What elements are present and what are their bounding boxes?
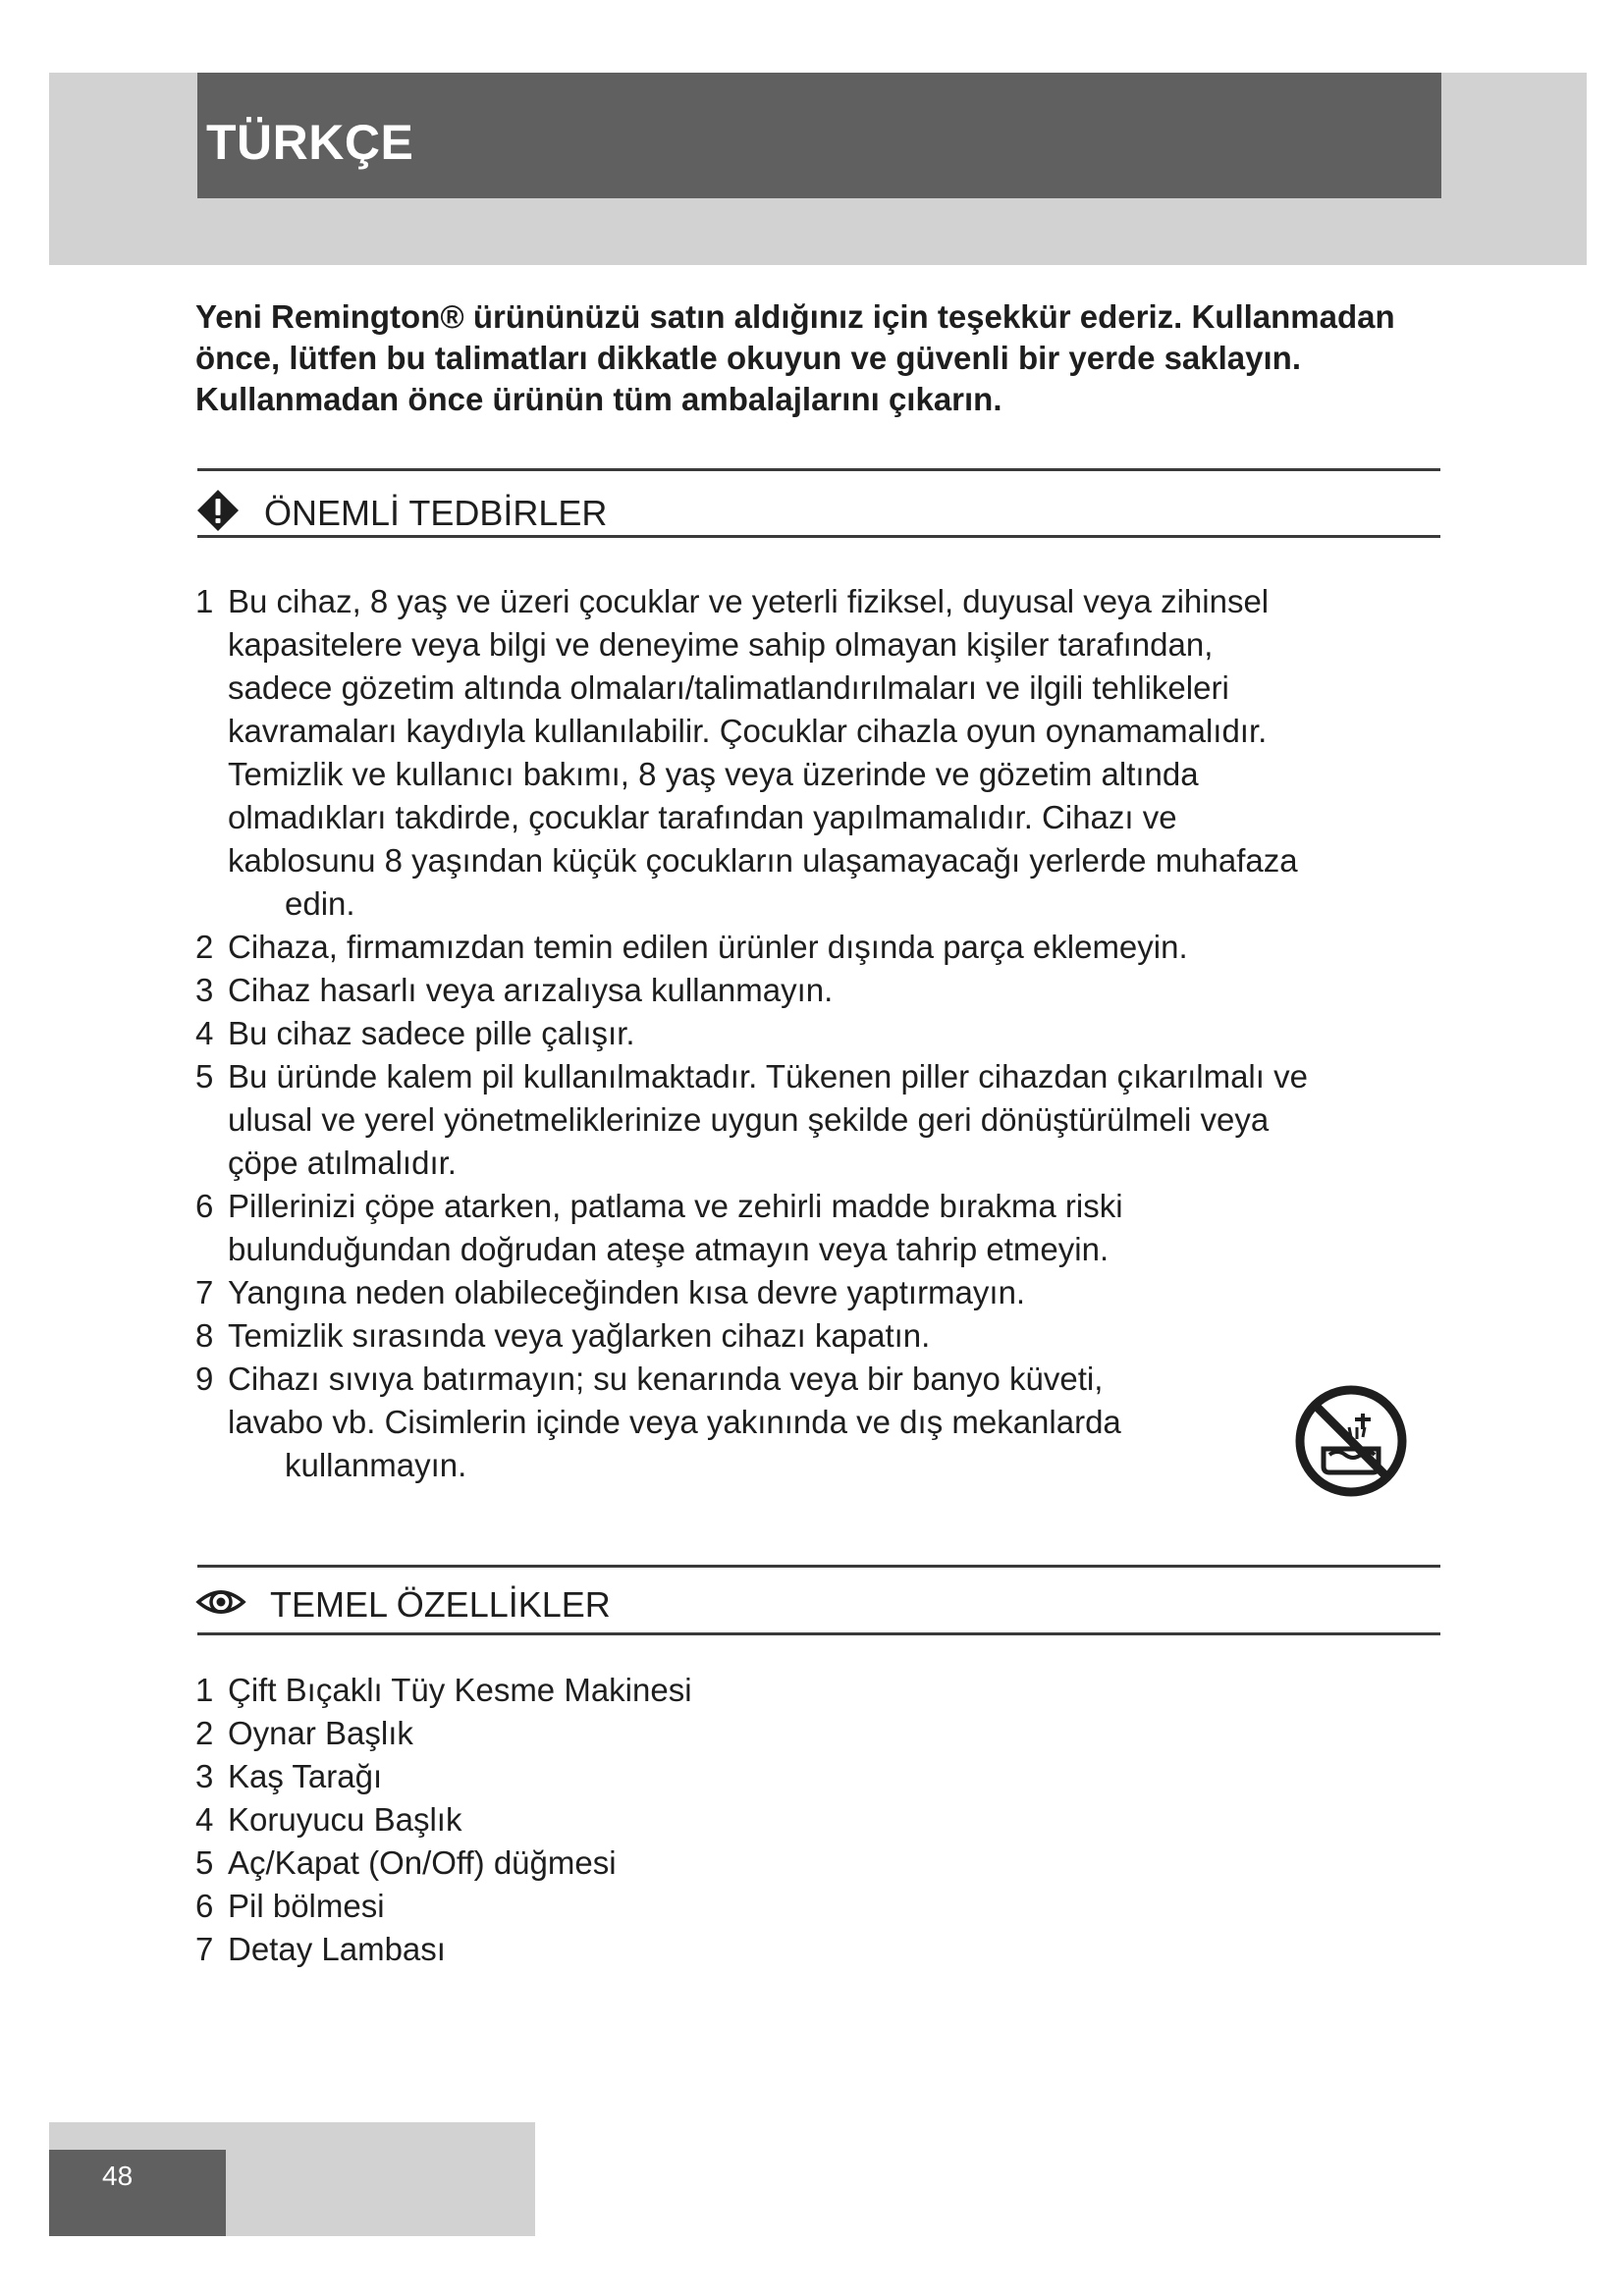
item-line: olmadıkları takdirde, çocuklar tarafından yapılmamalıdır. Cihazı ve [228,799,1177,835]
divider [197,535,1440,538]
warning-diamond-icon [195,488,241,539]
item-line: Pillerinizi çöpe atarken, patlama ve zehirli madde bırakma riski [228,1188,1123,1224]
page-title: TÜRKÇE [206,115,414,170]
feature-item-5 [195,1842,1442,1885]
safety-item-2 [195,926,1442,969]
item-number: 8 [195,1317,214,1354]
item-text: Kaş Tarağı [228,1758,383,1794]
item-number: 1 [195,1672,214,1708]
safety-item-5 [195,1055,1442,1185]
safety-heading-text: ÖNEMLİ TEDBİRLER [264,493,608,533]
feature-item-2 [195,1712,1442,1755]
item-line: kapasitelere veya bilgi ve deneyime sahip olmayan kişiler tarafından, [228,626,1214,663]
item-text [228,969,1442,1012]
safety-list [195,580,1442,1487]
feature-item-3 [195,1755,1442,1798]
page-number: 48 [102,2161,134,2191]
safety-item-3 [195,969,1442,1012]
feature-item-7 [195,1928,1442,1971]
item-number: 3 [195,972,214,1008]
item-line: lavabo vb. Cisimlerin içinde veya yakınında ve dış mekanlarda [228,1404,1121,1440]
item-text: Aç/Kapat (On/Off) düğmesi [228,1844,617,1881]
item-number: 5 [195,1058,214,1095]
feature-item-1 [195,1669,1442,1712]
features-heading-text: TEMEL ÖZELLİKLER [270,1584,611,1625]
item-line: Cihaza, firmamızdan temin edilen ürünler dışında parça eklemeyin. [228,929,1188,965]
features-heading [195,1582,611,1628]
item-line: sadece gözetim altında olmaları/talimatlandırılmaları ve ilgili tehlikeleri [228,669,1229,706]
item-number: 6 [195,1888,214,1924]
intro-line: Yeni Remington® ürününüzü satın aldığınız için teşekkür ederiz. Kullanmadan [195,298,1395,335]
item-number: 2 [195,929,214,965]
item-number: 5 [195,1844,214,1881]
item-text [228,1055,1442,1185]
item-line: kablosunu 8 yaşından küçük çocukların ulaşamayacağı yerlerde muhafaza [228,842,1298,879]
feature-item-6 [195,1885,1442,1928]
divider [197,468,1440,471]
no-water-bath-icon [1294,1384,1408,1503]
safety-item-9 [195,1358,1442,1487]
footer-page-box [49,2150,226,2236]
safety-item-6 [195,1185,1442,1271]
safety-item-8 [195,1314,1442,1358]
features-list [195,1669,1442,1971]
divider [197,1632,1440,1635]
item-text [228,1358,1442,1487]
item-line: ulusal ve yerel yönetmeliklerinize uygun şekilde geri dönüştürülmeli veya [228,1101,1270,1138]
item-line: çöpe atılmalıdır. [228,1145,457,1181]
item-text [228,1012,1442,1055]
item-line: Cihazı sıvıya batırmayın; su kenarında veya bir banyo küveti, [228,1361,1104,1397]
item-line: Bu cihaz sadece pille çalışır. [228,1015,635,1051]
item-line: Temizlik sırasında veya yağlarken cihazı kapatın. [228,1317,931,1354]
item-text [228,1314,1442,1358]
intro-paragraph [195,296,1462,420]
item-number: 7 [195,1274,214,1310]
item-line: Yangına neden olabileceğinden kısa devre yaptırmayın. [228,1274,1026,1310]
item-text: Oynar Başlık [228,1715,413,1751]
safety-heading [195,488,607,539]
item-number: 3 [195,1758,214,1794]
item-number: 9 [195,1361,214,1397]
item-text: Koruyucu Başlık [228,1801,462,1838]
eye-icon [195,1582,246,1628]
item-number: 2 [195,1715,214,1751]
item-line: kavramaları kaydıyla kullanılabilir. Çocuklar cihazla oyun oynamamalıdır. [228,713,1268,749]
safety-item-1 [195,580,1442,926]
item-line: Cihaz hasarlı veya arızalıysa kullanmayın. [228,972,834,1008]
item-line: kullanmayın. [285,1447,467,1483]
intro-line: Kullanmadan önce ürünün tüm ambalajlarını çıkarın. [195,381,1002,417]
safety-item-7 [195,1271,1442,1314]
item-line: Bu cihaz, 8 yaş ve üzeri çocuklar ve yeterli fiziksel, duyusal veya zihinsel [228,583,1270,619]
divider [197,1565,1440,1568]
item-number: 1 [195,583,214,619]
item-text [228,1185,1442,1271]
item-line: Temizlik ve kullanıcı bakımı, 8 yaş veya üzerinde ve gözetim altında [228,756,1199,792]
item-line: edin. [285,885,355,922]
item-text [228,926,1442,969]
item-text: Detay Lambası [228,1931,446,1967]
item-text [228,580,1442,926]
item-line: Bu üründe kalem pil kullanılmaktadır. Tükenen piller cihazdan çıkarılmalı ve [228,1058,1308,1095]
intro-line: önce, lütfen bu talimatları dikkatle okuyun ve güvenli bir yerde saklayın. [195,340,1302,376]
item-number: 6 [195,1188,214,1224]
item-number: 4 [195,1015,214,1051]
item-text [228,1271,1442,1314]
item-text: Çift Bıçaklı Tüy Kesme Makinesi [228,1672,692,1708]
item-number: 4 [195,1801,214,1838]
item-number: 7 [195,1931,214,1967]
feature-item-4 [195,1798,1442,1842]
safety-item-4 [195,1012,1442,1055]
item-text: Pil bölmesi [228,1888,385,1924]
item-line: bulunduğundan doğrudan ateşe atmayın veya tahrip etmeyin. [228,1231,1110,1267]
